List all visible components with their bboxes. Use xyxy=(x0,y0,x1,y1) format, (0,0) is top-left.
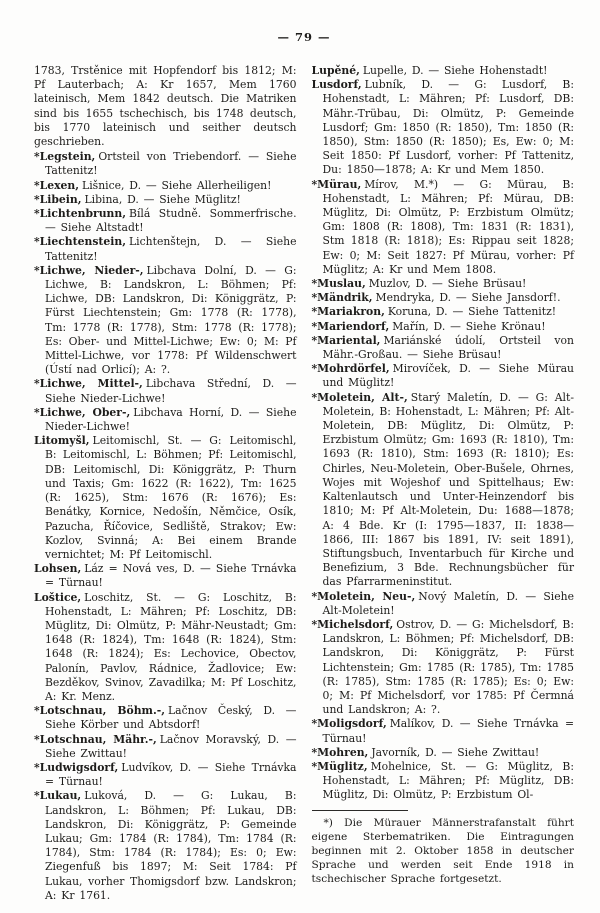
entry-headword: *Lexen, xyxy=(34,178,80,192)
gazetteer-entry xyxy=(34,704,297,732)
gazetteer-entry xyxy=(312,320,575,334)
entry-headword: *Lotschnau, Mähr.-, xyxy=(34,732,157,746)
entry-text: Ludvíkov, D. — Siehe Trnávka = Türnau! xyxy=(45,760,297,789)
entry-headword: *Lichwe, Ober-, xyxy=(34,405,131,419)
entry-headword: *Mändrik, xyxy=(311,291,373,305)
entry-headword: Lusdorf, xyxy=(311,78,362,92)
entry-headword: *Liechtenstein, xyxy=(34,235,126,249)
entry-headword: *Müglitz, xyxy=(311,759,368,773)
entry-text: Libchava Střední, D. — Siehe Nieder-Lichwe! xyxy=(45,377,297,405)
entry-headword: *Lichwe, Nieder-, xyxy=(34,263,144,277)
gazetteer-entry xyxy=(34,761,297,789)
entry-text: Ortsteil von Triebendorf. — Siehe Tattenitz! xyxy=(45,150,297,178)
entry-headword: *Michelsdorf, xyxy=(311,617,394,631)
entry-text: Mařín, D. — Siehe Krönau! xyxy=(392,319,546,333)
gazetteer-entry xyxy=(312,362,575,390)
entry-text: Lačnov Moravský, D. — Siehe Zwittau! xyxy=(45,732,297,760)
gazetteer-entry xyxy=(312,291,575,305)
gazetteer-entry xyxy=(34,434,297,562)
gazetteer-entry xyxy=(34,193,297,207)
entry-text: Libchava Dolní, D. — G: Lichwe, B: Landskron, L: Böhmen; Pf: Lichwe, DB: Landskron, Di: Königgrätz, P: Fürst Liechtenstein; Gm: 1778 (R: 1778), Tm: 1778 (R: 1778), Stm: 1778 (R: 1778); Es: Ober- und Mittel-Lichwe; Ew: 0; M: Pf Mittel-Lichwe, vor 1778: Pf Wildenschwert (Ústí nad Orlicí); A: ?. xyxy=(45,263,297,377)
entry-text: Mírov, M.*) — G: Mürau, B: Hohenstadt, L: Mähren; Pf: Mürau, DB: Müglitz, Di: Olmütz, P: Erzbistum Olmütz; Gm: 1808 (R: 1808), Tm: 1831 (R: 1831), Stm 1818 (R: 1818); Es: Rippau seit 1828; Ew: 0; M: Seit 1827: Pf Mürau, vorher: Pf Müglitz; A: Kr und Mem 1808. xyxy=(322,177,574,276)
footnote: *) Die Mürauer Männerstrafanstalt führt eigene Sterbematriken. Die Eintragungen beginnen mit 2. Oktober 1858 in deutscher Sprache und werden seit Ende 1918 in tschechischer Sprache fortgesetzt. xyxy=(311,816,574,885)
entry-text: Leitomischl, St. — G: Leitomischl, B: Leitomischl, L: Böhmen; Pf: Leitomischl, DB: Leitomischl, Di: Königgrätz, P: Thurn und Taxis; Gm: 1622 (R: 1622), Tm: 1625 (R: 1625), Stm: 1676 (R: 1676); Es: Benátky, Kornice, Nedošín, Němčice, Osík, Pazucha, Říčovice, Sedliště, Strakov; Ew: Kozlov, Svinná; A: Bei einem Brande vernichtet; M: Pf Leitomischl. xyxy=(45,434,297,561)
entry-text: Lišnice, D. — Siehe Allerheiligen! xyxy=(82,178,272,192)
entry-text: Lupelle, D. — Siehe Hohenstadt! xyxy=(362,64,548,77)
entry-headword: *Moletein, Alt-, xyxy=(311,390,408,404)
entry-headword: *Mohren, xyxy=(311,745,369,759)
right-entries xyxy=(312,64,575,803)
gazetteer-entry xyxy=(34,150,297,178)
gazetteer-entry xyxy=(34,235,297,263)
entry-text: Lačnov Český, D. — Siehe Körber und Abtsdorf! xyxy=(45,704,297,732)
gazetteer-entry xyxy=(312,277,575,291)
entry-text: Lichtenštejn, D. — Siehe Tattenitz! xyxy=(45,235,297,263)
entry-text: Libchava Horní, D. — Siehe Nieder-Lichwe! xyxy=(45,405,297,434)
entry-headword: Loštice, xyxy=(34,590,82,604)
entry-headword: *Moligsdorf, xyxy=(311,717,387,731)
entry-headword: *Lichwe, Mittel-, xyxy=(34,377,143,391)
entry-headword: *Moletein, Neu-, xyxy=(311,589,416,603)
entry-headword: *Lukau, xyxy=(34,789,82,803)
entry-text: Mendryka, D. — Siehe Jansdorf!. xyxy=(375,291,561,305)
gazetteer-entry xyxy=(34,562,297,590)
entry-headword: *Mariakron, xyxy=(311,305,385,319)
gazetteer-entry xyxy=(34,591,297,705)
entry-text: Malíkov, D. — Siehe Trnávka = Türnau! xyxy=(322,717,574,745)
entry-headword: *Mohrdörfel, xyxy=(311,362,390,376)
gazetteer-entry xyxy=(312,746,575,760)
entry-text: Libina, D. — Siehe Müglitz! xyxy=(84,192,241,206)
gazetteer-entry xyxy=(312,78,575,177)
gazetteer-entry xyxy=(312,618,575,717)
entry-text: Luková, D. — G: Lukau, B: Landskron, L: Böhmen; Pf: Lukau, DB: Landskron, Di: Königgrätz, P: Gemeinde Lukau; Gm: 1784 (R: 1784), Tm: 1784 (R: 1784), Stm: 1784 (R: 1784); Es: 0; Ew: Ziegenfuß bis 1897; M: Seit 1784: Pf Lukau, vorher Thomigsdorf bzw. Landskron; A: Kr 1761. xyxy=(45,789,297,902)
gazetteer-entry xyxy=(312,590,575,618)
continuation-paragraph: 1783, Trstěnice mit Hopfendorf bis 1812; M: Pf Lauterbach; A: Kr 1657, Mem 1760 lateinisch, Mem 1842 deutsch. Die Matriken sind bis 1655 tschechisch, bis 1748 deutsch, bis 1770 lateinisch und seither deutsch geschrieben. xyxy=(34,64,297,149)
entry-text: Lubník, D. — G: Lusdorf, B: Hohenstadt, L: Mähren; Pf: Lusdorf, DB: Mähr.-Trübau, Di: Olmütz, P: Gemeinde Lusdorf; Gm: 1850 (R: 1850), Tm: 1850 (R: 1850), Stm: 1850 (R: 1850); Es, Ew: 0; M: Seit 1850: Pf Lusdorf, vorher: Pf Tattenitz, Du: 1850—1878; A: Kr und Mem 1850. xyxy=(322,78,574,177)
entry-headword: *Libein, xyxy=(34,192,82,206)
entry-headword: *Mürau, xyxy=(311,177,362,191)
entry-text: Muzlov, D. — Siehe Brüsau! xyxy=(368,277,527,291)
right-column xyxy=(312,64,575,903)
gazetteer-entry xyxy=(34,789,297,903)
gazetteer-entry xyxy=(312,64,575,78)
entry-text: Mariánské údolí, Ortsteil von Mähr.-Großau. — Siehe Brüsau! xyxy=(322,333,574,362)
gazetteer-entry xyxy=(312,305,575,319)
entry-text: Bílá Studně. Sommerfrische. — Siehe Altstadt! xyxy=(45,207,297,235)
gazetteer-entry xyxy=(34,733,297,761)
gazetteer-entry xyxy=(34,179,297,193)
entry-text: Mohelnice, St. — G: Müglitz, B: Hohenstadt, L: Mähren; Pf: Müglitz, DB: Müglitz, Di: Olmütz, P: Erzbistum Ol- xyxy=(322,759,574,802)
entry-headword: *Mariendorf, xyxy=(311,319,390,333)
entry-text: Loschitz, St. — G: Loschitz, B: Hohenstadt, L: Mähren; Pf: Loschitz, DB: Müglitz, Di: Olmütz, P: Mähr-Neustadt; Gm: 1648 (R: 1824), Tm: 1648 (R: 1824), Stm: 1648 (R: 1824); Es: Lechovice, Obectov, Palonín, Pavlov, Rádnice, Žadlovice; Ew: Bezděkov, Svinov, Zavadilka; M: Pf Loschitz, A: Kr. Menz. xyxy=(45,590,297,703)
entry-headword: *Lotschnau, Böhm.-, xyxy=(34,704,165,718)
entry-text: Koruna, D. — Siehe Tattenitz! xyxy=(387,305,557,319)
entry-text: Nový Maletín, D. — Siehe Alt-Moletein! xyxy=(322,589,574,617)
left-entries xyxy=(34,150,297,903)
gazetteer-entry xyxy=(34,264,297,378)
two-column-layout xyxy=(34,64,574,903)
gazetteer-entry xyxy=(34,207,297,235)
gazetteer-entry xyxy=(34,377,297,405)
entry-headword: *Ludwigsdorf, xyxy=(34,760,119,774)
footnote-separator xyxy=(312,810,408,811)
entry-headword: *Mariental, xyxy=(311,333,381,347)
entry-text: Ostrov, D. — G: Michelsdorf, B: Landskron, L: Böhmen; Pf: Michelsdorf, DB: Landskron, Di: Königgrätz, P: Fürst Lichtenstein; Gm: 1785 (R: 1785), Tm: 1785 (R: 1785), Stm: 1785 (R: 1785); Es: 0; Ew: 0; M: Pf Michelsdorf, vor 1785: Pf Čermná und Landskron; A: ?. xyxy=(322,617,574,717)
gazetteer-entry xyxy=(312,717,575,745)
entry-text: Mirovíček, D. — Siehe Mürau und Müglitz! xyxy=(322,362,574,390)
entry-text: Javorník, D. — Siehe Zwittau! xyxy=(371,745,540,759)
entry-headword: *Lichtenbrunn, xyxy=(34,207,127,221)
gazetteer-entry xyxy=(312,760,575,803)
gazetteer-entry xyxy=(312,334,575,362)
entry-headword: Lupěné, xyxy=(311,64,360,77)
entry-text: Starý Maletín, D. — G: Alt-Moletein, B: Hohenstadt, L: Mähren; Pf: Alt-Moletein, DB: Müglitz, Di: Olmütz, P: Erzbistum Olmütz; Gm: 1693 (R: 1810), Tm: 1693 (R: 1810), Stm: 1693 (R: 1810); Es: Chirles, Neu-Moletein, Ober-Bušele, Ohrnes, Wojes mit Wojeshof und Spittelhaus; Ew: Kaltenlautsch und Unter-Heinzendorf bis 1810; M: Pf Alt-Moletein, Du: 1688—1878; A: 4 Bde. Kr (I: 1795—1837, II: 1838—1866, III: 1867 bis 1891, IV: seit 1891), Stiftungsbuch, Inventarbuch für Kirche und Benefizium, 3 Bde. Rechnungsbücher für das Pfarrarmeninstitut. xyxy=(322,390,574,589)
entry-headword: Litomyšl, xyxy=(34,434,90,448)
gazetteer-entry xyxy=(312,391,575,590)
entry-headword: *Legstein, xyxy=(34,150,96,164)
left-column xyxy=(34,64,297,903)
entry-headword: Lohsen, xyxy=(34,562,82,576)
gazetteer-entry xyxy=(312,178,575,277)
page-number: — 79 — xyxy=(277,30,331,44)
gazetteer-entry xyxy=(34,406,297,434)
entry-headword: *Muslau, xyxy=(311,277,366,291)
entry-text: Láz = Nová ves, D. — Siehe Trnávka = Türnau! xyxy=(45,562,297,590)
